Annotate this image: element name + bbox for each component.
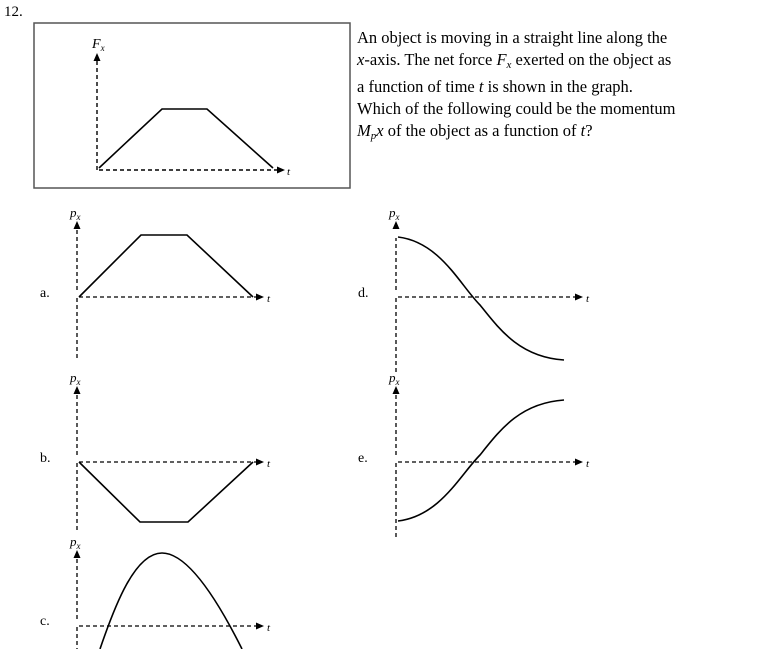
option-a-y-label: $p_x$: [70, 205, 81, 222]
option-e-letter[interactable]: e.: [358, 451, 368, 466]
option-a-x-arrow: [256, 294, 264, 301]
option-d-y-label: $p_x$: [389, 205, 400, 222]
question-text-part: x: [506, 59, 512, 71]
option-d-x-arrow: [575, 294, 583, 301]
option-a-curve: [79, 235, 253, 297]
option-e-y-arrow: [393, 386, 400, 394]
option-a-letter[interactable]: a.: [40, 286, 50, 301]
question-text-part: ?: [585, 121, 593, 140]
option-a-x-label: t: [267, 293, 271, 305]
option-c-y-arrow: [74, 550, 81, 558]
option-b-curve: [79, 462, 253, 522]
option-c-x-arrow: [256, 623, 264, 630]
question-text-part: x: [357, 50, 365, 69]
option-c-graph[interactable]: [69, 534, 271, 649]
option-e-x-label: t: [586, 458, 590, 470]
option-e-x-arrow: [575, 459, 583, 466]
option-c-letter[interactable]: c.: [40, 614, 50, 629]
question-text-part: F: [496, 50, 507, 69]
option-b-y-arrow: [74, 386, 81, 394]
option-d-y-arrow: [393, 221, 400, 229]
question-number: 12.: [4, 4, 23, 20]
given-y-label: $F_x$: [92, 37, 105, 53]
given-graph-box: [34, 23, 350, 188]
option-b-letter[interactable]: b.: [40, 451, 51, 466]
option-a-graph[interactable]: [69, 205, 271, 360]
option-e-graph[interactable]: [388, 370, 590, 538]
given-x-label: t: [287, 166, 291, 178]
option-d-curve: [398, 237, 564, 360]
question-text-part: M: [357, 121, 371, 140]
option-d-x-label: t: [586, 293, 590, 305]
option-c-curve: [100, 553, 242, 649]
option-a-y-arrow: [74, 221, 81, 229]
question-text-part: -axis. The net force: [364, 50, 497, 69]
option-b-x-arrow: [256, 459, 264, 466]
question-text-part: is shown in the graph. Which of the following could be the momentum: [357, 77, 676, 118]
given-force-graph: [34, 23, 350, 188]
question-text-part: x: [376, 121, 384, 140]
question-text-part: t: [478, 77, 484, 96]
question-text-part: An object is moving in a straight line along the: [357, 28, 668, 47]
option-b-x-label: t: [267, 458, 271, 470]
question-text-part: of the object as a function of: [383, 121, 581, 140]
option-d-letter[interactable]: d.: [358, 286, 369, 301]
option-e-curve: [398, 400, 564, 521]
option-c-y-label: $p_x$: [70, 534, 81, 551]
question-text-part: exerted on the object as a function of time: [357, 50, 672, 96]
option-d-graph[interactable]: [388, 205, 590, 375]
option-b-graph[interactable]: [69, 370, 271, 532]
option-b-y-label: $p_x$: [70, 370, 81, 387]
option-e-y-label: $p_x$: [389, 370, 400, 387]
question-text-part: t: [580, 121, 586, 140]
question-text-part: p: [370, 130, 377, 142]
option-c-x-label: t: [267, 622, 271, 634]
